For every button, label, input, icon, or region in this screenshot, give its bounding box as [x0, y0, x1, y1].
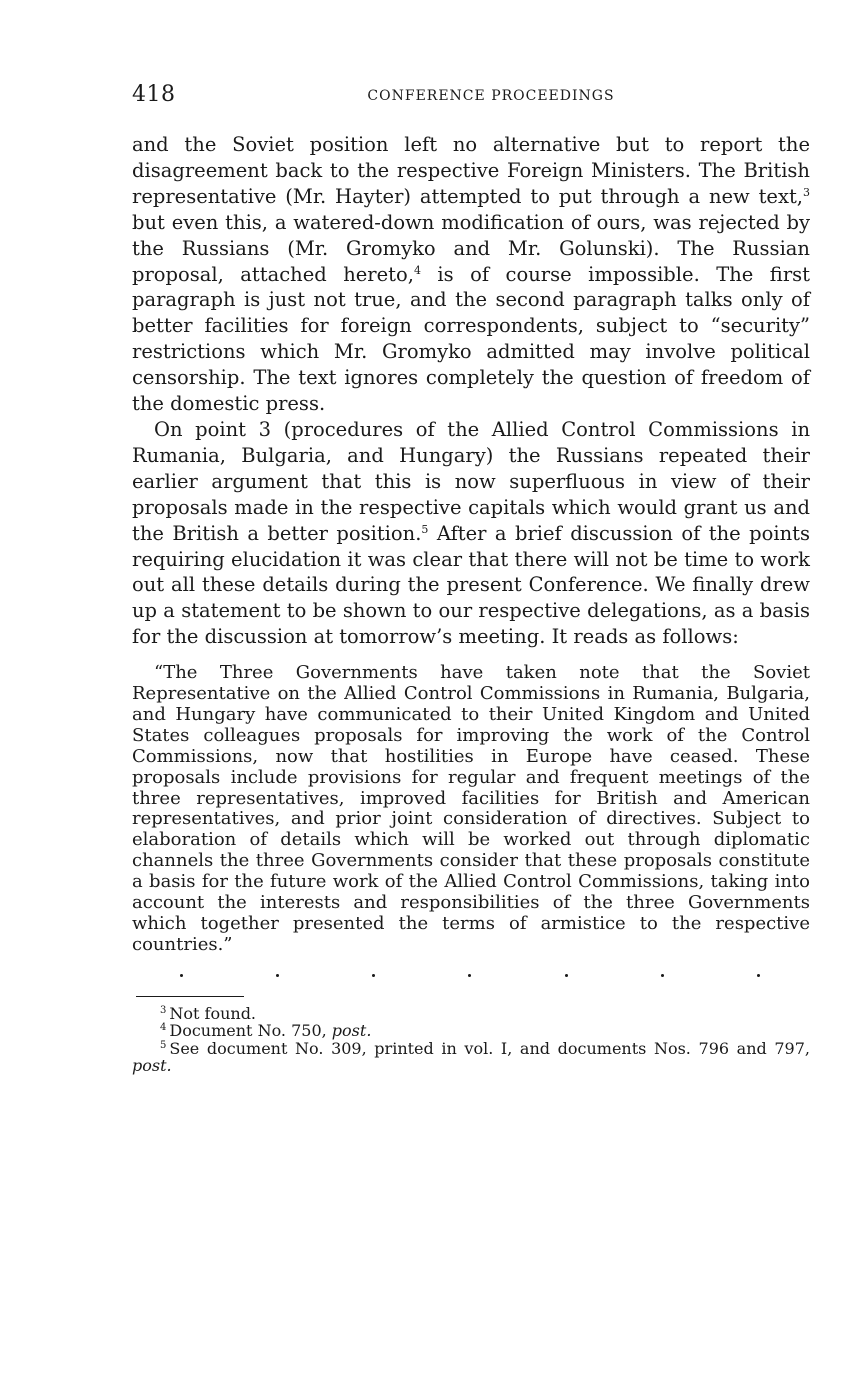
paragraph-1: [132, 132, 810, 417]
ellipsis-dot: [757, 974, 760, 977]
running-head: [132, 80, 810, 114]
footnote-ref-5: 5: [421, 522, 429, 536]
paragraph-2-part-a: On point 3 (procedures of the Allied Control Commissions in Rumania, Bulgaria, and Hungary) the Russians repeated their earlier argument that this is now superfluous in view of their proposals made in the respective capitals which would grant us and the British a better position.: [132, 417, 810, 545]
document-page: [132, 80, 810, 1075]
footnote-ref-3: 3: [803, 185, 810, 199]
footnote-mark: 4: [160, 1022, 167, 1034]
footnote-ref-4: 4: [413, 263, 421, 277]
ellipsis-dot: [372, 974, 375, 977]
footnote-mark: 5: [160, 1039, 167, 1051]
block-quote: “The Three Governments have taken note that the Soviet Representative on the Allied Control Commissions in Rumania, Bulgaria, and Hungary have communicated to their United Kingdom and United States colleagues proposals for improving the work of the Control Commissions, now that hostilities in Europe have ceased. These proposals include provisions for regular and frequent meetings of the three representatives, improved facilities for British and American representatives, and prior joint consideration of directives. Subject to elaboration of details which will be worked out through diplomatic channels the three Governments consider that these proposals constitute a basis for the future work of the Allied Control Commissions, taking into account the interests and responsibilities of the three Governments which together presented the terms of armistice to the respective countries.”: [132, 662, 810, 955]
footnote-5: [132, 1040, 810, 1075]
footnote-text: Not found.: [169, 1003, 257, 1023]
footnote-italic: post.: [331, 1021, 372, 1041]
page-number: 418: [132, 82, 176, 107]
footnote-mark: 3: [160, 1004, 167, 1016]
footnote-rule: [136, 996, 244, 997]
ellipsis-dot: [468, 974, 471, 977]
ellipsis-dot: [565, 974, 568, 977]
footnote-3: [132, 1005, 810, 1023]
ellipsis-dot: [276, 974, 279, 977]
footnote-4: [132, 1022, 810, 1040]
paragraph-1-part-b: but even this, a watered-down modification of ours, was rejected by the Russians (Mr. Gromyko and Mr. Golunski). The Russian proposal, attached hereto,: [132, 210, 810, 286]
paragraph-1-part-c: is of course impossible. The first paragraph is just not true, and the second paragraph talks only of better facilities for foreign correspondents, subject to “security” restrictions which Mr. Gromyko admitted may involve political censorship. The text ignores completely the question of freedom of the domestic press.: [132, 262, 810, 416]
footnote-italic: post.: [132, 1056, 172, 1076]
footnote-text: See document No. 309, printed in vol. I, and documents Nos. 796 and 797,: [169, 1038, 810, 1058]
running-title: CONFERENCE PROCEEDINGS: [367, 88, 615, 104]
footnote-text: Document No. 750,: [169, 1021, 332, 1041]
paragraph-2-part-b: After a brief discussion of the points requiring elucidation it was clear that there will not be time to work out all these details during the present Conference. We finally drew up a statement to be shown to our respective delegations, as a basis for the discussion at tomorrow’s meeting. It reads as follows:: [132, 521, 810, 649]
paragraph-1-part-a: and the Soviet position left no alternative but to report the disagreement back to the respective Foreign Ministers. The British representative (Mr. Hayter) attempted to put through a new text,: [132, 133, 810, 208]
ellipsis-row: [180, 964, 760, 988]
ellipsis-dot: [180, 974, 183, 977]
body-text: [132, 132, 810, 956]
paragraph-2: [132, 417, 810, 650]
footnotes: [132, 1005, 810, 1075]
ellipsis-dot: [661, 974, 664, 977]
